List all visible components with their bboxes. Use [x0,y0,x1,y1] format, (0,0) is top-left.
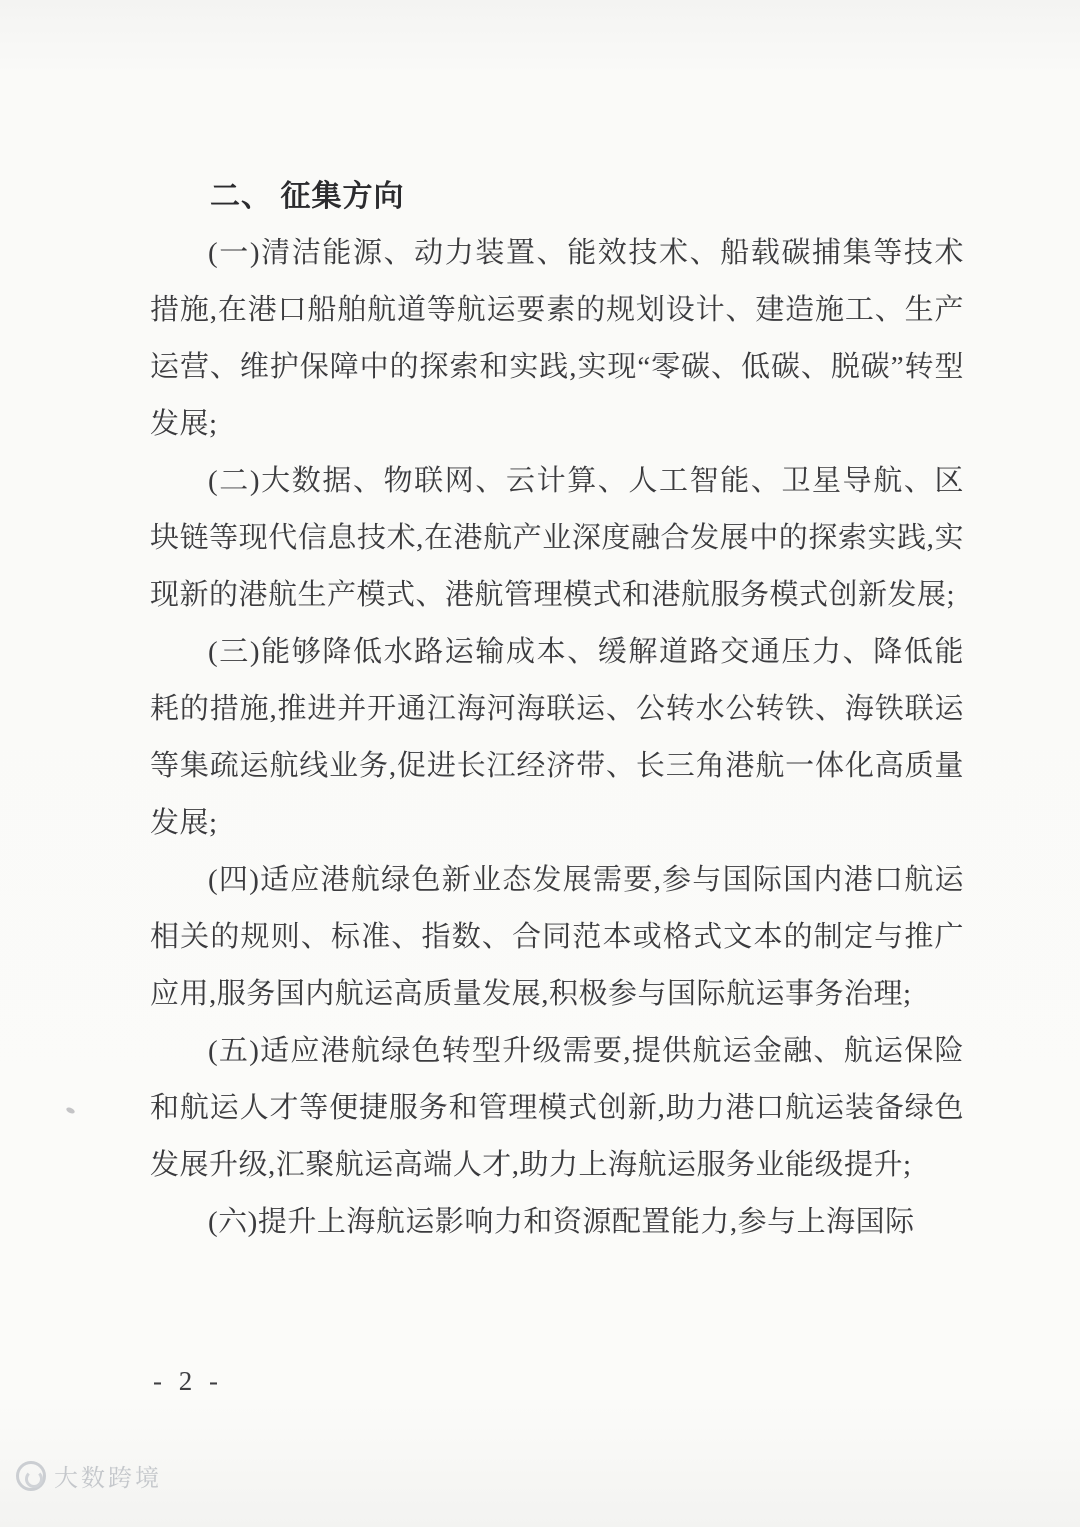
page-number: - 2 - [153,1366,223,1396]
watermark-text: 大数跨境 [54,1465,162,1492]
scan-artifact [65,1106,75,1114]
document-body [150,168,964,1251]
paragraph-5: (五)适应港航绿色转型升级需要,提供航运金融、航运保险和航运人才等便捷服务和管理模式创新,助力港口航运装备绿色发展升级,汇聚航运高端人才,助力上海航运服务业能级提升; [150,1035,964,1181]
paragraph-4: (四)适应港航绿色新业态发展需要,参与国际国内港口航运相关的规则、标准、指数、合同范本或格式文本的制定与推广应用,服务国内航运高质量发展,积极参与国际航运事务治理; [150,864,964,1010]
watermark [16,1458,162,1493]
paragraph-3: (三)能够降低水路运输成本、缓解道路交通压力、降低能耗的措施,推进并开通江海河海联运、公转水公转铁、海铁联运等集疏运航线业务,促进长江经济带、长三角港航一体化高质量发展; [150,636,964,839]
watermark-logo-icon [16,1461,46,1491]
paragraph-1: (一)清洁能源、动力装置、能效技术、船载碳捕集等技术措施,在港口船舶航道等航运要素的规划设计、建造施工、生产运营、维护保障中的探索和实践,实现“零碳、低碳、脱碳”转型发展; [150,237,964,440]
paragraph-2: (二)大数据、物联网、云计算、人工智能、卫星导航、区块链等现代信息技术,在港航产业深度融合发展中的探索实践,实现新的港航生产模式、港航管理模式和港航服务模式创新发展; [150,465,964,611]
paragraph-6: (六)提升上海航运影响力和资源配置能力,参与上海国际 [208,1206,915,1238]
section-title: 二、 征集方向 [210,180,405,213]
